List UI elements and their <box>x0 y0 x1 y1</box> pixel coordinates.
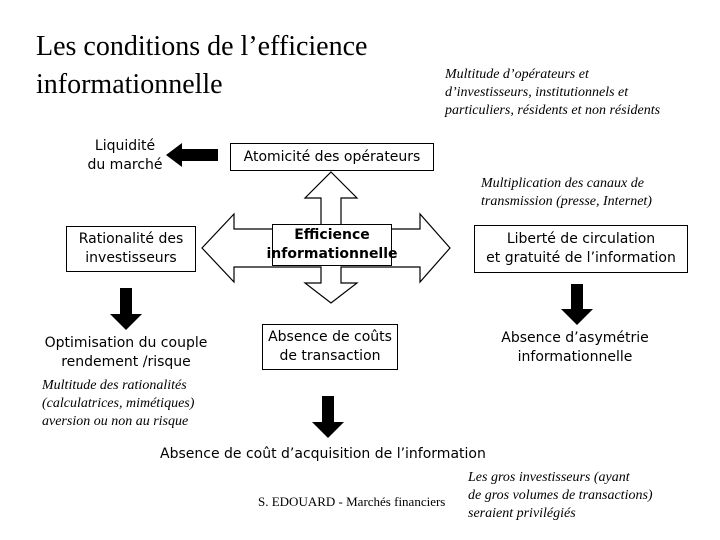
page-title: Les conditions de l’efficience informationnelle <box>36 31 368 100</box>
footer-author: S. EDOUARD - Marchés financiers <box>258 494 446 509</box>
node-efficience <box>266 224 398 266</box>
node-absence-couts <box>262 324 398 370</box>
node-liberte-label: Liberté de circulation et gratuité de l’information <box>486 231 676 266</box>
node-liquidite: Liquidité du marché <box>87 138 163 173</box>
arrow-down-optimisation <box>110 288 142 330</box>
node-efficience-label: Efficience informationnelle <box>266 227 398 262</box>
node-rationalite <box>66 226 196 272</box>
note-rationalites: Multitude des rationalités (calculatrices, mimétiques) aversion ou non au risque <box>42 378 195 429</box>
node-atomicite-label: Atomicité des opérateurs <box>243 148 421 165</box>
node-atomicite <box>230 143 434 171</box>
node-optimisation: Optimisation du couple rendement /risque <box>44 335 208 370</box>
node-absence-asymetrie: Absence d’asymétrie informationnelle <box>501 330 649 365</box>
node-liberte <box>474 225 688 273</box>
arrow-down-asymetrie <box>561 284 593 325</box>
node-absence-cout-acquisition: Absence de coût d’acquisition de l’information <box>160 446 486 462</box>
node-rationalite-label: Rationalité des investisseurs <box>78 231 184 266</box>
arrow-down-acquisition <box>312 396 344 438</box>
node-absence-couts-label: Absence de coûts de transaction <box>268 329 392 364</box>
note-operateurs: Multitude d’opérateurs et d’investisseurs, institutionnels et particuliers, résidents et non résidents <box>445 67 661 118</box>
note-gros-investisseurs: Les gros investisseurs (ayant de gros volumes de transactions) seraient privilégiés <box>468 470 653 521</box>
note-canaux: Multiplication des canaux de transmission (presse, Internet) <box>481 176 652 209</box>
